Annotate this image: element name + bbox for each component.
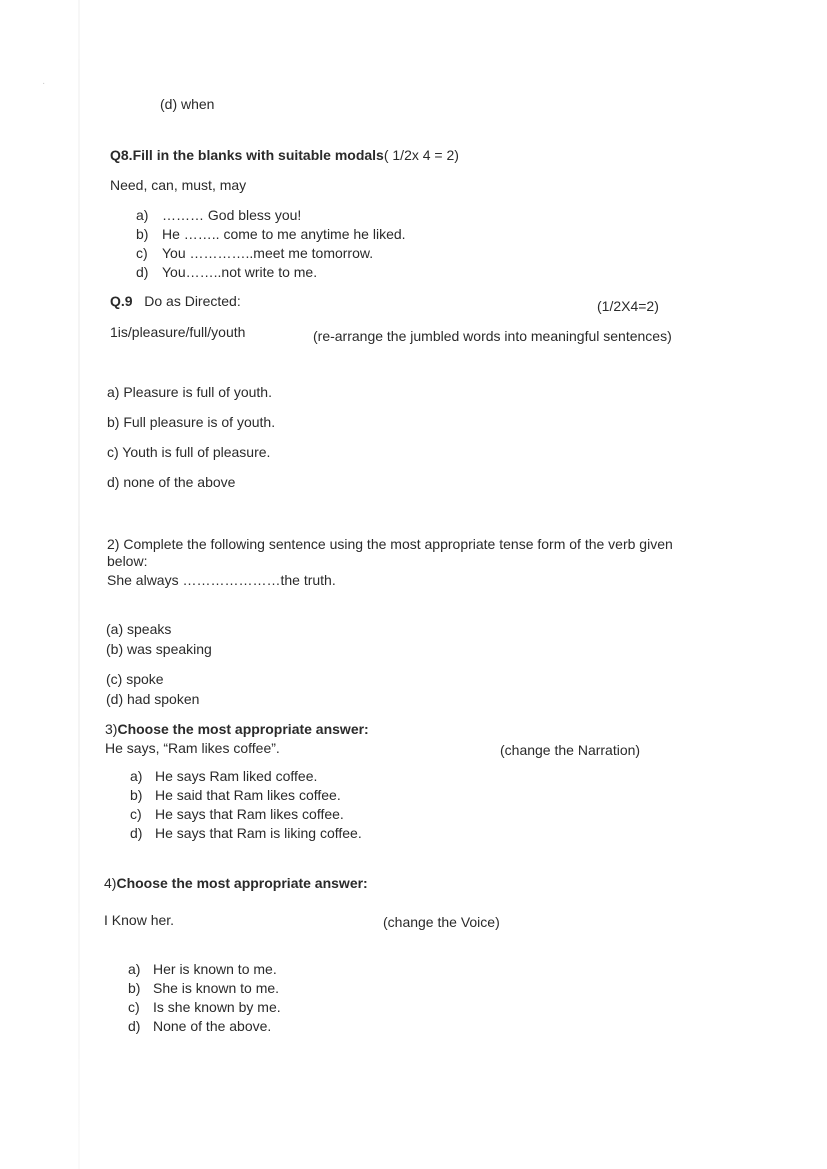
q9-p4-number: 4) <box>104 875 117 891</box>
q9-heading <box>110 293 241 310</box>
q9-p2-option-c: (c) spoke <box>106 671 164 687</box>
q8-item-a-text: ……… God bless you! <box>162 207 302 223</box>
scan-edge-shadow <box>78 0 80 1169</box>
q8-heading <box>110 147 459 164</box>
q9-p1-option-c: c) Youth is full of pleasure. <box>107 444 271 460</box>
q9-marks: (1/2X4=2) <box>597 298 659 314</box>
q9-p4-sentence: I Know her. <box>104 912 175 928</box>
q9-p1-option-a: a) Pleasure is full of youth. <box>107 384 272 400</box>
q9-p4-option-b-marker: b) <box>128 980 141 996</box>
q8-label: Q8. <box>110 147 133 163</box>
q9-p3-option-a-marker: a) <box>130 768 143 784</box>
q9-p1-prompt: 1is/pleasure/full/youth <box>110 324 246 340</box>
q9-p2-option-b: (b) was speaking <box>106 641 212 657</box>
q9-label: Q.9 <box>110 293 133 309</box>
q8-title: Fill in the blanks with suitable modals <box>132 147 384 163</box>
q9-p3-number: 3) <box>105 721 118 737</box>
q9-p2-option-d: (d) had spoken <box>106 691 200 707</box>
q9-p4-option-b-text: She is known to me. <box>153 980 280 996</box>
q9-p4-instruction: (change the Voice) <box>383 914 500 930</box>
q9-p3-option-c-marker: c) <box>130 806 142 822</box>
q8-marks: ( 1/2x 4 = 2) <box>383 147 459 163</box>
q8-item-c-text: You …………..meet me tomorrow. <box>162 245 374 261</box>
q9-p2-question-line2: below: <box>107 553 148 569</box>
q9-p4-option-c-marker: c) <box>128 999 140 1015</box>
q8-item-d-marker: d) <box>136 264 149 280</box>
q9-p4-heading <box>104 875 368 892</box>
q9-p1-option-b: b) Full pleasure is of youth. <box>107 414 276 430</box>
q9-p2-sentence: She always …………………the truth. <box>107 572 336 588</box>
q9-p4-option-d-marker: d) <box>128 1018 141 1034</box>
q9-p4-title: Choose the most appropriate answer: <box>116 875 368 891</box>
q9-p3-option-b-text: He said that Ram likes coffee. <box>155 787 341 803</box>
q8-item-c-marker: c) <box>136 245 148 261</box>
q9-p3-heading <box>105 721 369 738</box>
q8-item-b-marker: b) <box>136 226 149 242</box>
q9-p3-title: Choose the most appropriate answer: <box>117 721 369 737</box>
q8-word-bank: Need, can, must, may <box>110 177 247 193</box>
q9-p3-sentence: He says, “Ram likes coffee”. <box>105 740 280 756</box>
q9-p3-instruction: (change the Narration) <box>500 742 641 758</box>
q9-p2-option-a: (a) speaks <box>106 621 172 637</box>
q7-option-d: (d) when <box>160 96 215 112</box>
q8-item-d-text: You……..not write to me. <box>162 264 318 280</box>
q9-title: Do as Directed: <box>144 293 241 309</box>
q9-p3-option-c-text: He says that Ram likes coffee. <box>155 806 344 822</box>
q9-p1-instruction: (re-arrange the jumbled words into meaningful sentences) <box>313 328 672 344</box>
q9-p4-option-a-text: Her is known to me. <box>153 961 277 977</box>
q9-p1-option-d: d) none of the above <box>107 474 236 490</box>
q8-item-a-marker: a) <box>136 207 149 223</box>
q8-item-b-text: He …….. come to me anytime he liked. <box>162 226 406 242</box>
q9-p4-option-a-marker: a) <box>128 961 141 977</box>
q9-p3-option-d-marker: d) <box>130 825 143 841</box>
q9-p2-question-line1: 2) Complete the following sentence using the most appropriate tense form of the verb given <box>107 536 673 552</box>
q9-p3-option-d-text: He says that Ram is liking coffee. <box>155 825 362 841</box>
q9-p4-option-d-text: None of the above. <box>153 1018 272 1034</box>
q9-p3-option-b-marker: b) <box>130 787 143 803</box>
q9-p3-option-a-text: He says Ram liked coffee. <box>155 768 318 784</box>
scan-speck: · <box>42 78 46 89</box>
q9-p4-option-c-text: Is she known by me. <box>153 999 281 1015</box>
